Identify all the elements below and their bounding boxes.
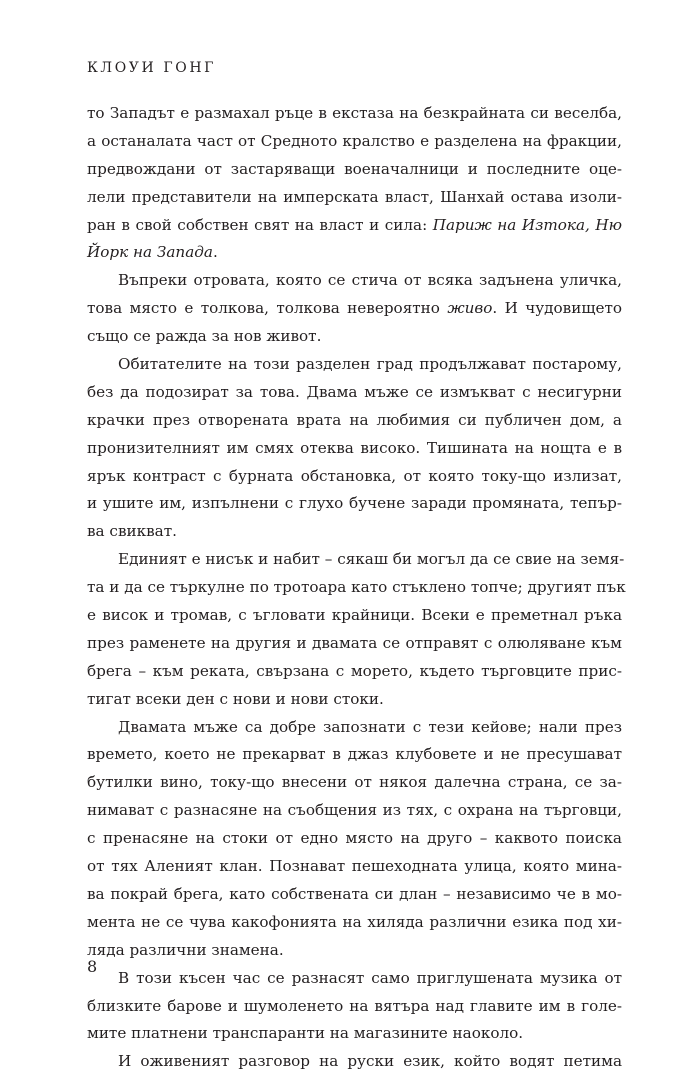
text-line: също се ражда за нов живот. — [87, 327, 322, 346]
paragraph — [87, 351, 622, 546]
text-line: времето, което не прекарват в джаз клубовете и не пресушават — [87, 745, 622, 764]
text-line: мите платнени транспаранти на магазините наоколо. — [87, 1024, 524, 1043]
text-line: Двамата мъже са добре запознати с тези кейове; нали през — [118, 717, 622, 736]
text-line: ляда различни знамена. — [87, 940, 284, 959]
text-line: И оживеният разговор на руски език, който водят петима — [118, 1052, 622, 1071]
text-line: Обитателите на този разделен град продължават постарому, — [118, 355, 622, 374]
text-line: а останалата част от Средното кралство е разделена на фракции, — [87, 131, 622, 150]
text-line: ва свикват. — [87, 522, 177, 541]
text-line: то Западът е размахал ръце в екстаза на безкрайната си веселба, — [87, 104, 622, 122]
text-line: близките барове и шумоленето на вятъра над главите им в голе- — [87, 996, 622, 1015]
text-line: пронизителният им смях отеква високо. Тишината на нощта е в — [87, 438, 622, 457]
text-line: с пренасяне на стоки от едно място на друго – каквото поиска — [87, 829, 622, 848]
paragraph — [87, 714, 622, 965]
text-line: крачки през отворената врата на любимия си публичен дом, а — [87, 410, 622, 429]
text-line: та и да се търкулне по тротоара като стъклено топче; другият пък — [87, 578, 626, 597]
text-line: Йорк на Запада. — [87, 243, 218, 262]
paragraph — [87, 546, 626, 713]
text-line: В този късен час се разнасят само приглушената музика от — [118, 968, 622, 987]
text-line: нимават с разнасяне на съобщения из тях, с охрана на търговци, — [87, 801, 622, 820]
running-head: КЛОУИ ГОНГ — [87, 60, 216, 76]
paragraph — [87, 100, 622, 267]
text-line: лели представители на имперската власт, Шанхай остава изоли- — [87, 187, 622, 206]
text-line: ва покрай брега, като собствената си длан – независимо че в мо- — [87, 884, 622, 903]
text-line: бутилки вино, току-що внесени от някоя далечна страна, се за- — [87, 773, 622, 792]
text-line: брега – към реката, свързана с морето, където търговците прис- — [87, 661, 622, 680]
paragraph — [87, 267, 622, 351]
text-line: и ушите им, изпълнени с глухо бучене заради промяната, тепър- — [87, 494, 622, 513]
paragraph — [87, 965, 622, 1049]
text-line: тигат всеки ден с нови и нови стоки. — [87, 689, 384, 708]
text-line: предвождани от застаряващи военачалници и последните оце- — [87, 159, 622, 178]
page-number: 8 — [87, 957, 98, 976]
text-line: Въпреки отровата, която се стича от всяка задънена уличка, — [118, 271, 622, 290]
paragraph — [87, 1048, 622, 1076]
text-line: Единият е нисък и набит – сякаш би могъл да се свие на земя- — [118, 550, 625, 569]
body-text — [87, 100, 626, 1076]
text-line: през раменете на другия и двамата се отправят с олюляване към — [87, 633, 622, 652]
text-line: ярък контраст с бурната обстановка, от която току-що излизат, — [87, 466, 622, 485]
text-line: е висок и тромав, с ъгловати крайници. Всеки е преметнал ръка — [87, 606, 622, 625]
text-line: от тях Алeният клан. Познават пешеходната улица, която мина- — [87, 857, 622, 876]
text-line: ран в свой собствен свят на власт и сила: Париж на Изтока, Ню — [87, 215, 623, 234]
text-line: това място е толкова, толкова невероятно живо. И чудовището — [87, 299, 622, 318]
text-line: без да подозират за това. Двама мъже се измъкват с несигурни — [87, 382, 622, 401]
text-line: мента не се чува какофонията на хиляда различни езика под хи- — [87, 912, 622, 931]
